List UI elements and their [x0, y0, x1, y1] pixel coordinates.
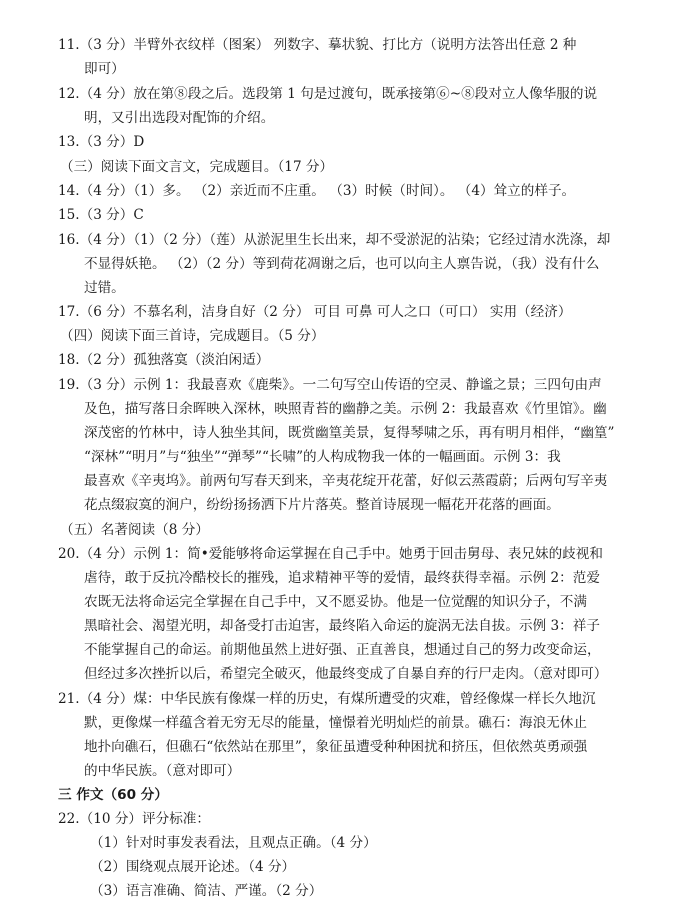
answer-21-line-3: 地扑向礁石，但礁石“依然站在那里”，象征虽遭受种种困扰和挤压，但依然英勇顽强	[84, 739, 588, 755]
answer-12-line-2: 明，又引出选段对配饰的介绍。	[84, 110, 275, 126]
answer-19-line-1: 19.（3 分）示例 1：我最喜欢《鹿柴》。一二句写空山传语的空灵、静谧之景；三四句由声	[58, 377, 602, 393]
answer-19-line-6: 花点缀寂寞的涧户，纷纷扬扬洒下片片落英。整首诗展现一幅花开花落的画面。	[84, 497, 560, 513]
answer-14: 14.（4 分）（1）多。 （2）亲近而不庄重。 （3）时候（时间）。 （4）耸立的样子。	[58, 183, 576, 199]
answer-22-heading: 22.（10 分）评分标准：	[58, 811, 210, 827]
answer-15: 15.（3 分）C	[58, 207, 144, 223]
answer-21-line-1: 21.（4 分）煤：中华民族有像煤一样的历史，有煤所遭受的灾难，曾经像煤一样长久地沉	[58, 691, 596, 707]
criterion-2: （2）围绕观点展开论述。（4 分）	[90, 859, 296, 875]
answer-20-line-5: 不能掌握自己的命运。前期他虽然上进好强、正直善良，想通过自己的努力改变命运，	[84, 642, 601, 658]
answer-19-line-3: 深茂密的竹林中，诗人独坐其间，既赏幽篁美景，复得琴啸之乐，再有明月相伴，“幽篁”	[84, 425, 615, 441]
answer-11-line-2: 即可）	[84, 61, 125, 77]
criterion-3: （3）语言准确、简洁、严谨。（2 分）	[90, 883, 323, 899]
criterion-1: （1）针对时事发表看法，且观点正确。（4 分）	[90, 835, 377, 851]
answer-21-line-4: 的中华民族。（意对即可）	[84, 763, 241, 779]
answer-20-line-1: 20.（4 分）示例 1：简•爱能够将命运掌握在自己手中。她勇于回击舅母、表兄妹的歧视和	[58, 546, 603, 562]
answer-19-line-5: 最喜欢《辛夷坞》。前两句写春天到来，辛夷花绽开花蕾，好似云蒸霞蔚；后两句写辛夷	[84, 473, 608, 489]
answer-20-line-2: 虐待，敢于反抗冷酷校长的摧残，追求精神平等的爱情，最终获得幸福。示例 2：范爱	[84, 570, 600, 586]
answer-13: 13.（3 分）D	[58, 134, 145, 150]
answer-16-line-3: 过错。	[84, 280, 125, 296]
section-3-heading: （三）阅读下面文言文，完成题目。（17 分）	[60, 159, 334, 175]
answer-20-line-4: 黑暗社会、渴望光明，却备受打击迫害，最终陷入命运的旋涡无法自拔。示例 3：祥子	[84, 618, 600, 634]
answer-17: 17.（6 分）不慕名利，洁身自好（2 分） 可目 可鼻 可人之口（可口） 实用（经济）	[58, 304, 572, 320]
section-5-heading: （五）名著阅读（8 分）	[60, 522, 209, 538]
answer-12-line-1: 12.（4 分）放在第⑧段之后。选段第 1 句是过渡句，既承接第⑥~⑧段对立人像华服的说	[58, 86, 598, 102]
answer-19-line-2: 及色，描写落日余晖映入深林，映照青苔的幽静之美。示例 2：我最喜欢《竹里馆》。幽	[84, 401, 607, 417]
answer-18: 18.（2 分）孤独落寞（淡泊闲适）	[58, 352, 270, 368]
answer-20-line-3: 农既无法将命运完全掌握在自己手中，又不愿妥协。他是一位觉醒的知识分子，不满	[84, 594, 587, 610]
composition-heading: 三 作文（60 分）	[58, 787, 168, 803]
answer-16-line-2: 不显得妖艳。 （2）（2 分）等到荷花凋谢之后，也可以向主人禀告说，（我）没有什么	[84, 256, 600, 272]
answer-20-line-6: 但经过多次挫折以后，希望完全破灭，他最终变成了自暴自弃的行尸走肉。（意对即可）	[84, 666, 608, 682]
answer-16-line-1: 16.（4 分）（1）（2 分）（莲）从淤泥里生长出来，却不受淤泥的沾染；它经过清水洗涤，却	[58, 232, 611, 248]
answer-21-line-2: 默，更像煤一样蕴含着无穷无尽的能量，憧憬着光明灿烂的前景。礁石：海浪无休止	[84, 715, 587, 731]
section-4-heading: （四）阅读下面三首诗，完成题目。（5 分）	[60, 328, 325, 344]
answer-11-line-1: 11.（3 分）半臂外衣纹样（图案） 列数字、摹状貌、打比方（说明方法答出任意 2 种	[58, 37, 577, 53]
answer-19-line-4: “深林”“明月”与“独坐”“弹琴”“长啸”的人构成物我一体的一幅画面。示例 3：我	[84, 449, 561, 465]
